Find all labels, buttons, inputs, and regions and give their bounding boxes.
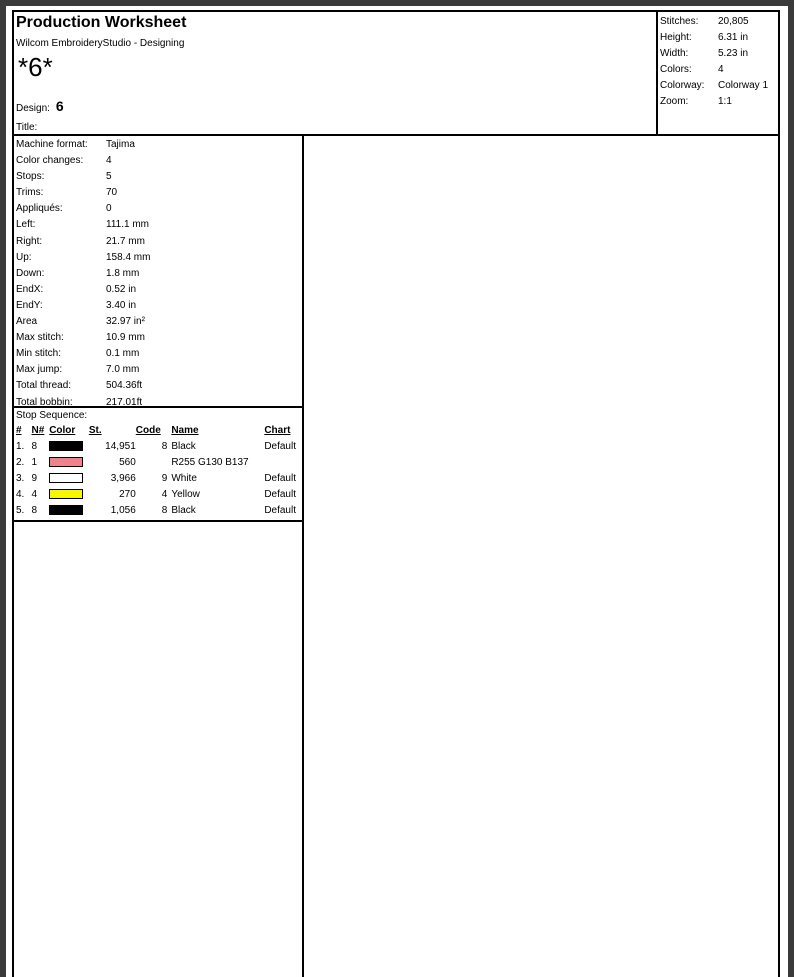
row-num: 4. <box>16 489 25 500</box>
row-num: 1. <box>16 441 25 452</box>
stop-sequence <box>14 408 302 522</box>
stat-value: 7.0 mm <box>106 364 140 376</box>
row-num: 5. <box>16 505 25 516</box>
col-header-stitches: St. <box>88 425 102 436</box>
color-swatch <box>49 473 83 483</box>
worksheet-header <box>14 12 778 136</box>
stat-row <box>16 137 302 153</box>
title-label: Title: <box>16 122 38 133</box>
row-num: 3. <box>16 473 25 484</box>
stat-label: Total thread: <box>16 380 72 392</box>
summary-value: 1:1 <box>718 96 732 107</box>
row-needle: 9 <box>31 473 38 484</box>
stat-value: 32.97 in² <box>106 316 145 328</box>
details-column <box>14 136 304 977</box>
col-header-needle: N# <box>31 425 45 436</box>
summary-row <box>660 46 778 62</box>
row-code <box>136 455 172 471</box>
stat-label: Color changes: <box>16 155 84 167</box>
summary-label: Width: <box>660 48 689 59</box>
design-label: Design: <box>16 103 50 114</box>
stat-value: 0.1 mm <box>106 348 140 360</box>
stat-row <box>16 185 302 201</box>
row-num: 2. <box>16 457 25 468</box>
row-color <box>49 455 89 471</box>
stat-value: 0 <box>106 203 112 215</box>
summary-value: 20,805 <box>718 16 749 27</box>
row-chart: Default <box>264 505 296 516</box>
table-header-row <box>16 423 302 439</box>
summary-label: Zoom: <box>660 96 689 107</box>
row-code: 9 <box>161 473 168 484</box>
stat-label: Trims: <box>16 187 44 199</box>
row-name: Black <box>171 505 196 516</box>
row-needle: 4 <box>31 489 38 500</box>
stat-label: Total bobbin: <box>16 396 73 408</box>
stat-label: Max jump: <box>16 364 63 376</box>
stat-row <box>16 282 302 298</box>
design-statistics <box>14 136 302 408</box>
stat-label: Stops: <box>16 171 45 183</box>
design-big-name: *6* <box>18 52 53 82</box>
stat-label: EndY: <box>16 299 43 311</box>
stat-row <box>16 362 302 378</box>
summary-row <box>660 94 778 110</box>
col-header-name: Name <box>171 425 199 436</box>
stat-row <box>16 346 302 362</box>
summary-row <box>660 62 778 78</box>
summary-row <box>660 14 778 30</box>
stat-value: 0.52 in <box>106 283 137 295</box>
stat-value: 3.40 in <box>106 299 137 311</box>
stat-label: EndX: <box>16 283 44 295</box>
header-info <box>16 12 656 134</box>
row-name: Yellow <box>171 489 200 500</box>
stat-row <box>16 153 302 169</box>
color-swatch <box>49 441 83 451</box>
design-value: 6 <box>55 98 64 114</box>
row-needle: 1 <box>31 457 38 468</box>
summary-label: Colorway: <box>660 80 705 91</box>
stat-value: 21.7 mm <box>106 235 145 247</box>
table-row <box>16 471 302 487</box>
color-swatch <box>49 505 83 515</box>
summary-label: Stitches: <box>660 16 699 27</box>
row-chart: Default <box>264 441 296 452</box>
row-needle: 8 <box>31 505 38 516</box>
stat-value: 4 <box>106 155 112 167</box>
color-swatch <box>49 457 83 467</box>
table-row <box>16 503 302 519</box>
stat-row <box>16 266 302 282</box>
row-stitches: 3,966 <box>110 473 136 484</box>
row-color <box>49 487 89 503</box>
stat-row <box>16 330 302 346</box>
stat-value: Tajima <box>106 139 135 150</box>
stat-label: Max stitch: <box>16 332 64 344</box>
summary-value: Colorway 1 <box>718 80 769 91</box>
stat-value: 158.4 mm <box>106 251 151 263</box>
stat-row <box>16 201 302 217</box>
col-header-code: Code <box>135 425 161 436</box>
stat-row <box>16 217 302 233</box>
stat-value: 10.9 mm <box>106 332 145 344</box>
stat-label: Machine format: <box>16 139 88 150</box>
software-name: Wilcom EmbroideryStudio - Designing <box>16 38 185 49</box>
row-code: 4 <box>161 489 168 500</box>
row-chart: Default <box>264 473 296 484</box>
row-code: 8 <box>161 441 168 452</box>
stat-label: Up: <box>16 251 32 263</box>
row-name: White <box>171 473 197 484</box>
row-color <box>49 503 89 519</box>
col-header-num: # <box>16 425 22 436</box>
stat-value: 70 <box>106 187 118 199</box>
stat-row <box>16 298 302 314</box>
row-color <box>49 471 89 487</box>
summary-label: Colors: <box>660 64 692 75</box>
row-color <box>49 439 89 455</box>
row-stitches: 560 <box>119 457 136 468</box>
row-stitches: 1,056 <box>110 505 136 516</box>
stat-value: 111.1 mm <box>106 219 149 231</box>
stat-row <box>16 169 302 185</box>
row-chart <box>264 455 302 471</box>
table-row <box>16 439 302 455</box>
summary-panel <box>656 12 778 134</box>
stat-value: 504.36ft <box>106 380 143 392</box>
stat-row <box>16 378 302 394</box>
color-swatch <box>49 489 83 499</box>
stat-row <box>16 234 302 250</box>
stop-sequence-table <box>16 423 302 519</box>
stat-label: Right: <box>16 235 43 247</box>
row-name: R255 G130 B137 <box>171 457 249 468</box>
stat-value: 217.01ft <box>106 396 143 408</box>
stat-label: Left: <box>16 219 36 231</box>
row-code: 8 <box>161 505 168 516</box>
production-worksheet <box>12 10 780 977</box>
row-stitches: 270 <box>119 489 136 500</box>
summary-label: Height: <box>660 32 692 43</box>
stat-label: Down: <box>16 267 45 279</box>
table-row <box>16 455 302 471</box>
summary-row <box>660 78 778 94</box>
stat-row <box>16 250 302 266</box>
summary-row <box>660 30 778 46</box>
stat-label: Area <box>16 316 38 328</box>
stat-label: Min stitch: <box>16 348 62 360</box>
col-header-chart: Chart <box>264 425 291 436</box>
table-row <box>16 487 302 503</box>
row-chart: Default <box>264 489 296 500</box>
summary-value: 4 <box>718 64 724 75</box>
stat-value: 1.8 mm <box>106 267 140 279</box>
row-name: Black <box>171 441 196 452</box>
stat-label: Appliqués: <box>16 203 63 215</box>
document-page <box>6 6 788 977</box>
stop-sequence-title: Stop Sequence: <box>16 410 88 421</box>
stat-row <box>16 314 302 330</box>
summary-value: 5.23 in <box>718 48 749 59</box>
worksheet-title: Production Worksheet <box>16 14 187 31</box>
summary-value: 6.31 in <box>718 32 749 43</box>
col-header-color: Color <box>49 425 76 436</box>
row-stitches: 14,951 <box>105 441 136 452</box>
row-needle: 8 <box>31 441 38 452</box>
design-line <box>16 98 64 114</box>
stat-value: 5 <box>106 171 112 183</box>
